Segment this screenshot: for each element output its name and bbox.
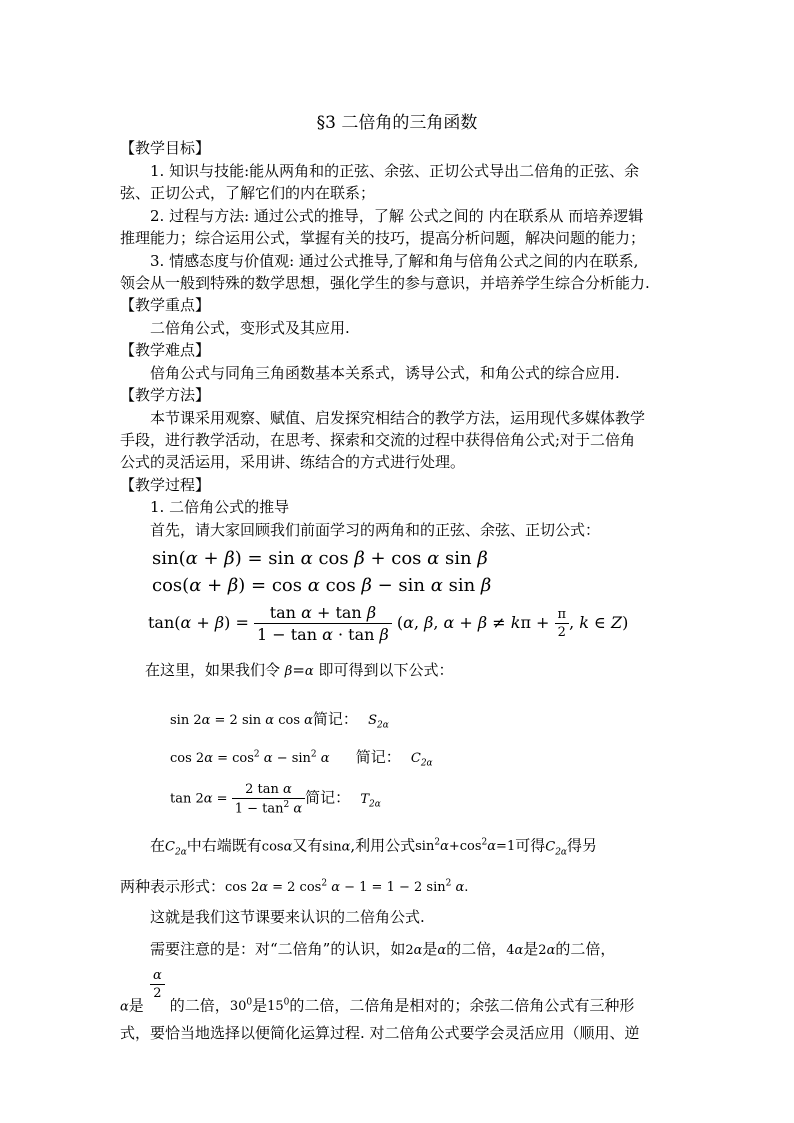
- goal-2-line-a: 2. 过程与方法: 通过公式的推导，了解 公式之间的 内在联系从 而培养逻辑: [150, 207, 644, 225]
- let-beta-line: 在这里，如果我们令 β=α 即可得到以下公式：: [145, 661, 454, 679]
- method-line-c: 公式的灵活运用，采用讲、练结合的方式进行处理。: [120, 453, 466, 471]
- process-step-1: 1. 二倍角公式的推导: [150, 498, 290, 516]
- tan2a-short-label: 简记：: [305, 788, 351, 807]
- method-heading: 【教学方法】: [120, 386, 211, 404]
- final-line: 式，要恰当地选择以便简化运算过程. 对二倍角公式要学会灵活应用（顺用、逆: [120, 1024, 640, 1042]
- relative-text-d: 的二倍，二倍角是相对的；余弦二倍角公式有三种形: [289, 996, 635, 1015]
- process-heading: 【教学过程】: [120, 476, 211, 494]
- c2a-variant-line: 在$C_{2\alpha}$中右端既有cosα又有sinα,利用公式$\sin^2\alpha+\cos^2\alpha=1$可得$C_{2\alpha}$得另: [150, 836, 598, 858]
- note-text-e: 的二倍，: [555, 940, 616, 958]
- page-title: §3 二倍角的三角函数: [316, 113, 478, 133]
- goal-3-line-b: 领会从一般到特殊的数学思想，强化学生的参与意识，并培养学生综合分析能力.: [120, 274, 650, 292]
- difficulty-text: 倍角公式与同角三角函数基本关系式，诱导公式，和角公式的综合应用.: [150, 364, 620, 382]
- difficulty-heading: 【教学难点】: [120, 341, 211, 359]
- alpha-half-fraction: $\frac{\alpha}{2}$: [150, 968, 165, 1001]
- c2a-text-b: 中右端既有: [186, 836, 262, 855]
- sin2a-short-label: 简记：: [312, 710, 358, 728]
- cos2a-short-label: 简记：: [355, 748, 401, 766]
- relative-text-a: 是: [128, 996, 144, 1015]
- formula-sin-sum: sin(α + β) = sin α cos β + cos α sin β: [152, 548, 488, 569]
- c2a-text-c: 又有: [292, 836, 323, 855]
- formula-cos-sum: cos(α + β) = cos α cos β − sin α sin β: [152, 575, 492, 596]
- c2a-text-e: 可得: [515, 836, 546, 855]
- relative-text-c: 是: [252, 996, 268, 1015]
- relative-text-b: 的二倍，: [169, 996, 230, 1015]
- goal-heading: 【教学目标】: [120, 139, 211, 157]
- note-line: 需要注意的是：对“二倍角”的认识，如2α是α的二倍，4α是2α的二倍，: [150, 940, 616, 958]
- formula-cos2a: $\cos 2\alpha = \cos^2 \alpha - \sin^2 \alpha$ 简记： $C_{2\alpha}$: [170, 748, 433, 769]
- let-text-a: 在这里，如果我们令: [145, 661, 281, 679]
- note-text-b: 是: [422, 940, 438, 958]
- key-heading: 【教学重点】: [120, 296, 211, 314]
- formula-sin2a: sin 2α = 2 sin α cos α简记： $S_{2\alpha}$: [170, 710, 389, 731]
- relative-line: α是 的二倍，$30^0$是$15^0$的二倍，二倍角是相对的；余弦二倍角公式有三种形: [120, 996, 635, 1015]
- two-forms-line: 两种表示形式：cos 2α = 2 $\cos^2 \alpha - 1 = 1 - 2$ $\sin^2 \alpha$.: [120, 877, 469, 896]
- method-line-a: 本节课采用观察、赋值、启发探究相结合的教学方法，运用现代多媒体教学: [150, 409, 646, 427]
- process-step-2: 首先，请大家回顾我们前面学习的两角和的正弦、余弦、正切公式：: [150, 521, 601, 539]
- goal-2-line-b: 推理能力；综合运用公式，掌握有关的技巧，提高分析问题，解决问题的能力；: [120, 229, 646, 247]
- formula-tan-sum: tan(α + β) = $\frac{\text{tan α + tan β}}{\text{1 − tan α · tan β}}$ (α, β, α + β ≠ kπ + $\frac{\pi}{2}$ , k ∈ Z): [148, 603, 629, 644]
- goal-1-line-b: 弦、正切公式，了解它们的内在联系；: [120, 184, 376, 202]
- formula-tan2a: tan 2α = $\frac{\text{2 tan α}}{1 - \tan^2 \alpha}$ 简记： $T_{2\alpha}$: [170, 782, 381, 817]
- goal-1-line-a: 1. 知识与技能:能从两角和的正弦、余弦、正切公式导出二倍角的正弦、余: [150, 162, 640, 180]
- two-forms-text: 两种表示形式：: [120, 877, 226, 896]
- c2a-text-a: 在: [150, 836, 166, 855]
- goal-3-line-a: 3. 情感态度与价值观: 通过公式推导,了解和角与倍角公式之间的内在联系,: [150, 252, 639, 270]
- method-line-b: 手段，进行教学活动，在思考、探索和交流的过程中获得倍角公式;对于二倍角: [120, 431, 636, 449]
- note-text-d: 是: [523, 940, 539, 958]
- c2a-text-f: 得另: [567, 836, 598, 855]
- c2a-text-d: ,利用公式: [350, 836, 416, 855]
- note-text-a: 需要注意的是：对“二倍角”的认识，如: [150, 940, 406, 958]
- note-text-c: 的二倍，: [446, 940, 507, 958]
- key-text: 二倍角公式，变形式及其应用.: [150, 319, 350, 337]
- let-text-b: 即可得到以下公式：: [318, 661, 454, 679]
- learn-text: 这就是我们这节课要来认识的二倍角公式.: [150, 908, 425, 926]
